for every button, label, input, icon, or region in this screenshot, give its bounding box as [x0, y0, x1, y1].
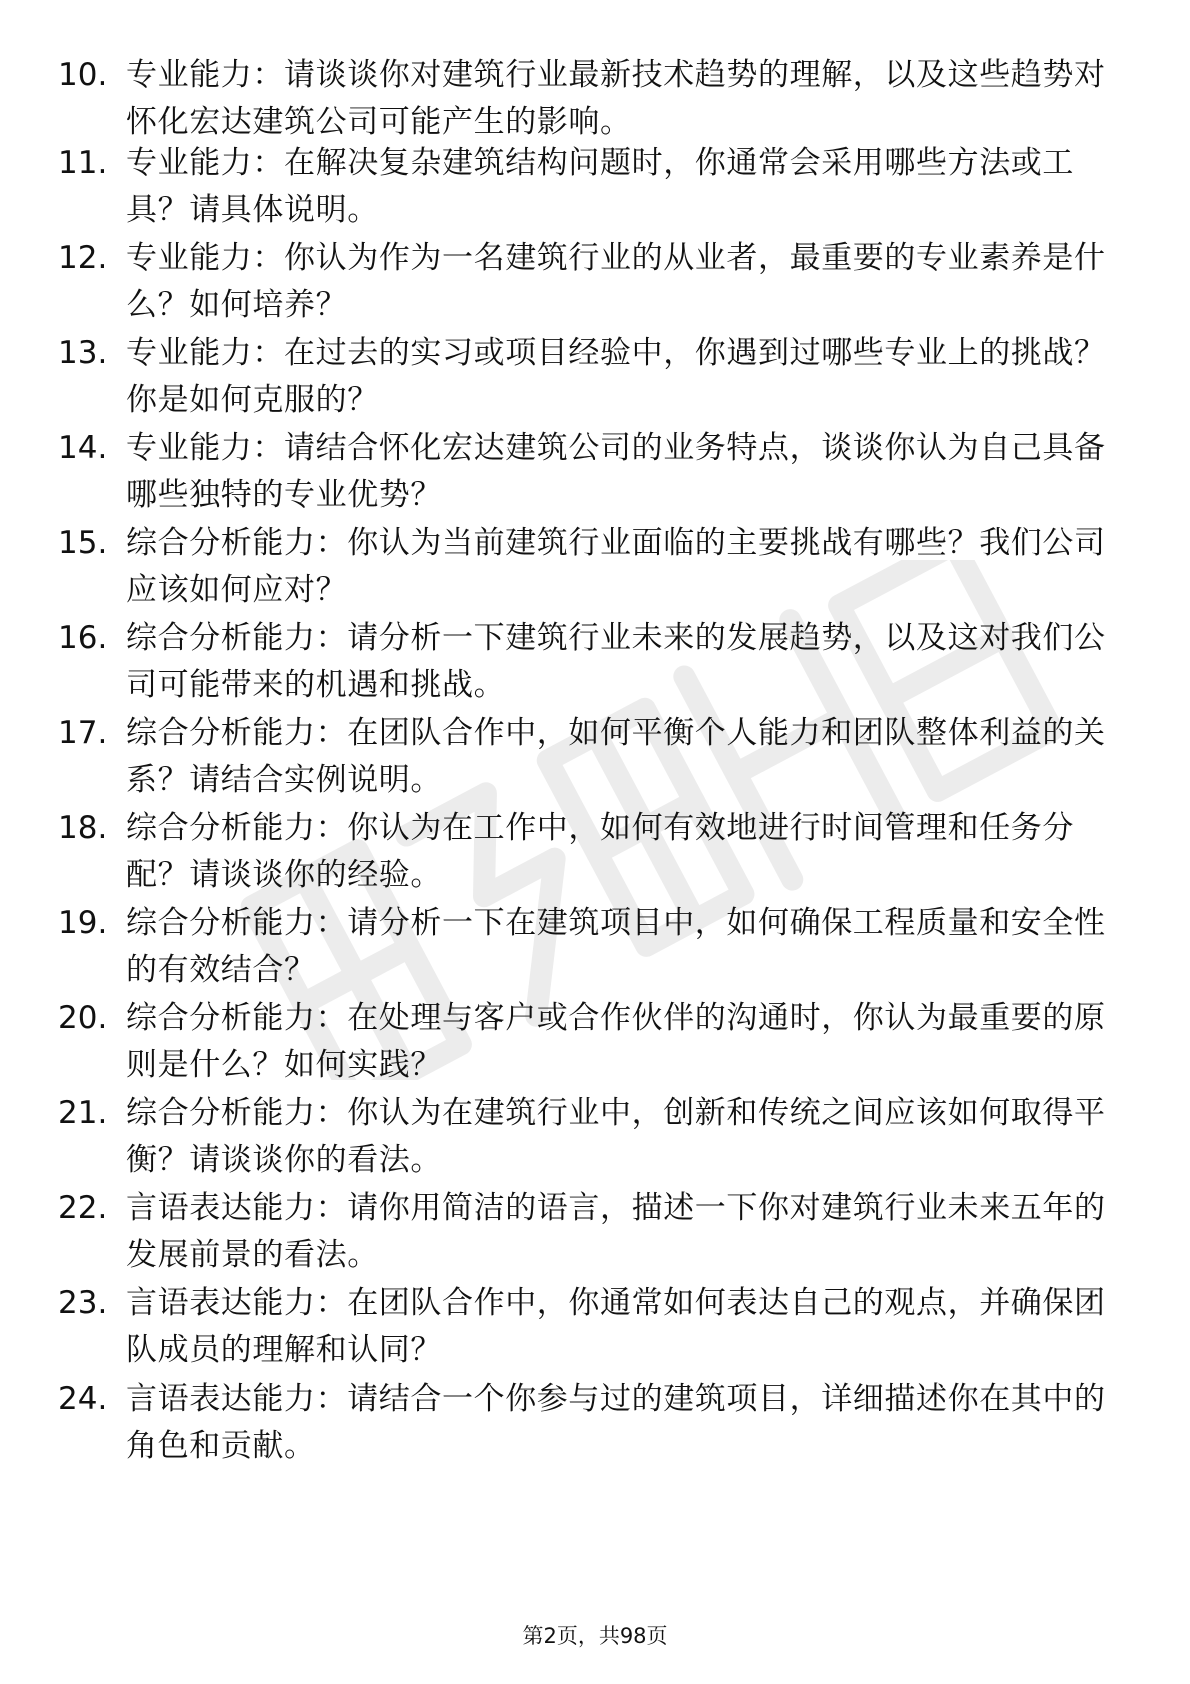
question-text: 综合分析能力：在团队合作中，如何平衡个人能力和团队整体利益的关系？请结合实例说明。 [126, 715, 1106, 798]
question-number: 17. [58, 715, 108, 751]
question-number: 12. [58, 240, 108, 276]
question-item [0, 710, 1190, 806]
question-item [0, 425, 1190, 521]
question-text: 专业能力：你认为作为一名建筑行业的从业者，最重要的专业素养是什么？如何培养？ [126, 240, 1106, 323]
question-item [0, 52, 1190, 148]
question-text: 专业能力：请结合怀化宏达建筑公司的业务特点，谈谈你认为自己具备哪些独特的专业优势？ [126, 430, 1106, 513]
question-item [0, 1280, 1190, 1376]
question-text: 专业能力：请谈谈你对建筑行业最新技术趋势的理解，以及这些趋势对怀化宏达建筑公司可能产生的影响。 [126, 57, 1106, 140]
question-text: 言语表达能力：请结合一个你参与过的建筑项目，详细描述你在其中的角色和贡献。 [126, 1381, 1106, 1464]
question-number: 15. [58, 525, 108, 561]
question-item [0, 140, 1190, 236]
question-text: 专业能力：在过去的实习或项目经验中，你遇到过哪些专业上的挑战？你是如何克服的？ [126, 335, 1106, 418]
question-number: 19. [58, 905, 108, 941]
question-text: 综合分析能力：你认为在建筑行业中，创新和传统之间应该如何取得平衡？请谈谈你的看法。 [126, 1095, 1106, 1178]
question-item [0, 900, 1190, 996]
question-text: 综合分析能力：请分析一下建筑行业未来的发展趋势，以及这对我们公司可能带来的机遇和挑战。 [126, 620, 1106, 703]
question-number: 18. [58, 810, 108, 846]
question-item [0, 995, 1190, 1091]
question-item [0, 330, 1190, 426]
question-item [0, 805, 1190, 901]
question-text: 言语表达能力：在团队合作中，你通常如何表达自己的观点，并确保团队成员的理解和认同？ [126, 1285, 1106, 1368]
question-item [0, 1376, 1190, 1472]
question-text: 言语表达能力：请你用简洁的语言，描述一下你对建筑行业未来五年的发展前景的看法。 [126, 1190, 1106, 1273]
question-item [0, 1090, 1190, 1186]
question-text: 综合分析能力：请分析一下在建筑项目中，如何确保工程质量和安全性的有效结合？ [126, 905, 1106, 988]
question-number: 16. [58, 620, 108, 656]
question-number: 24. [58, 1381, 108, 1417]
question-item [0, 1185, 1190, 1281]
question-text: 综合分析能力：你认为在工作中，如何有效地进行时间管理和任务分配？请谈谈你的经验。 [126, 810, 1074, 893]
question-text: 综合分析能力：你认为当前建筑行业面临的主要挑战有哪些？我们公司应该如何应对？ [126, 525, 1106, 608]
question-number: 11. [58, 145, 108, 181]
question-number: 22. [58, 1190, 108, 1226]
question-number: 20. [58, 1000, 108, 1036]
question-number: 23. [58, 1285, 108, 1321]
question-text: 综合分析能力：在处理与客户或合作伙伴的沟通时，你认为最重要的原则是什么？如何实践？ [126, 1000, 1106, 1083]
question-item [0, 235, 1190, 331]
question-text: 专业能力：在解决复杂建筑结构问题时，你通常会采用哪些方法或工具？请具体说明。 [126, 145, 1074, 228]
question-number: 10. [58, 57, 108, 93]
question-item [0, 520, 1190, 616]
page-indicator: 第2页，共98页 [522, 1624, 668, 1648]
question-number: 21. [58, 1095, 108, 1131]
question-number: 13. [58, 335, 108, 371]
question-number: 14. [58, 430, 108, 466]
question-item [0, 615, 1190, 711]
